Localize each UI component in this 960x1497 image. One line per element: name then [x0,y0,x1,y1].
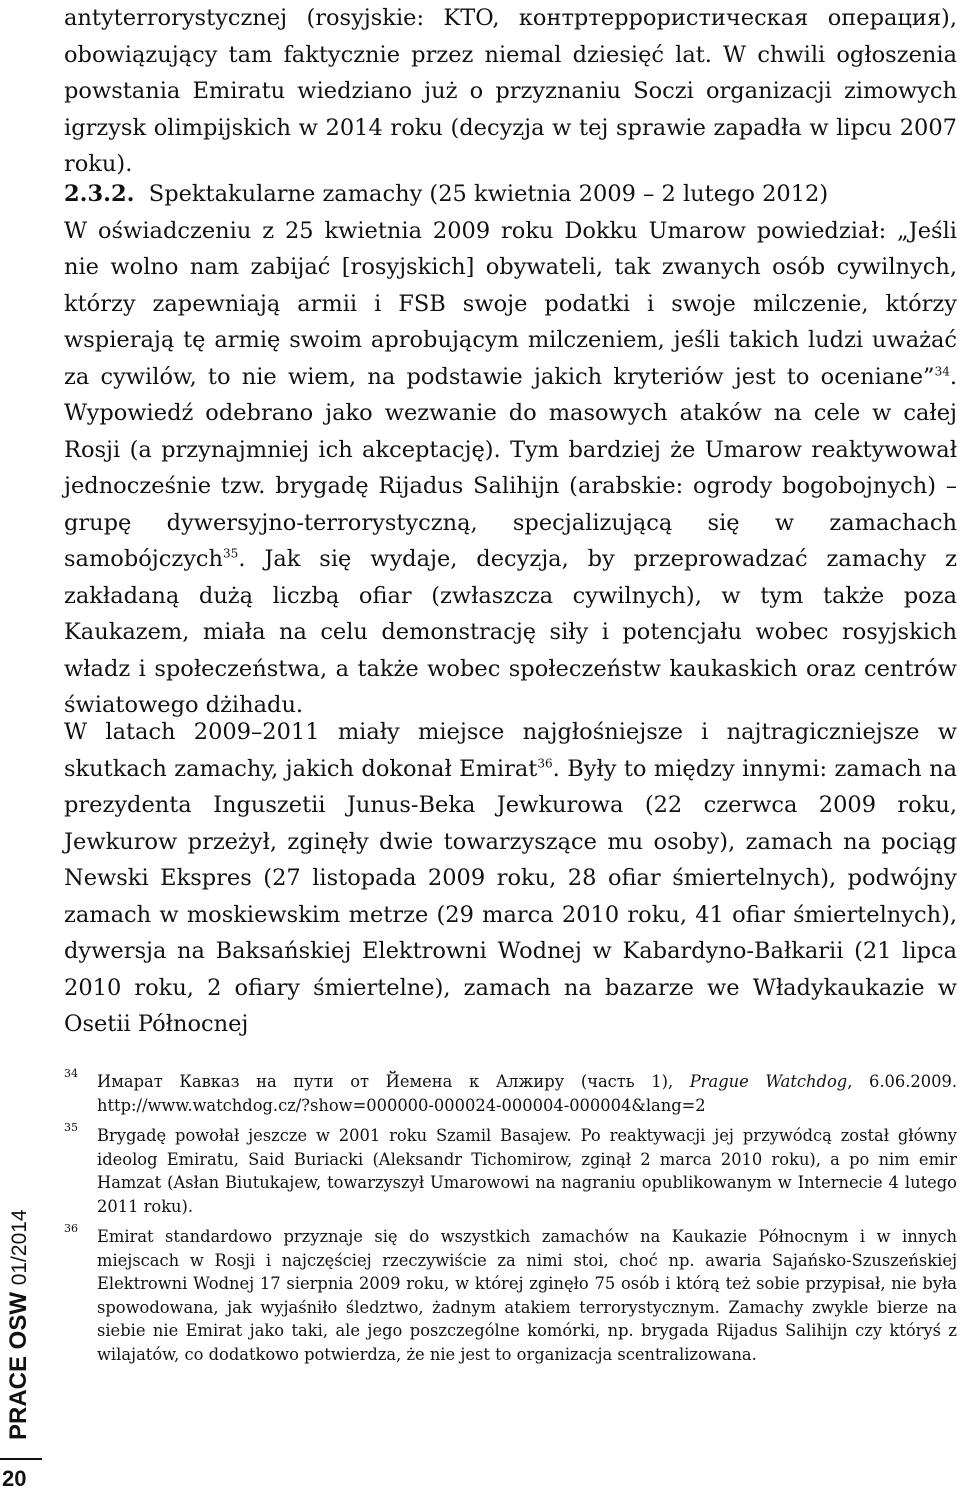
paragraph-text: . Wypowiedź odebrano jako wezwanie do masowych ataków na cele w całej Rosji (a przynajmniej ich akceptację). Tym bardziej że Umarow reaktywował jednocześnie tzw. brygadę Rijadus Salihijn (arabskie: ogrody bogobojnych) – grupę dywersyjno-terrorystyczną, specjalizującą się w zamachach samobójczych [64,363,957,572]
footnote-text: Brygadę powołał jeszcze w 2001 roku Szamil Basajew. Po reaktywacji jej przywódcą został główny ideolog Emiratu, Said Buriacki (Aleksandr Tichomirow, zginął 2 marca 2010 roku), a po nim emir Hamzat (Asłan Biutukajew, towarzyszył Umarowowi na nagraniu opublikowanym w Internecie 4 lutego 2011 roku). [97,1126,957,1216]
section-2-3-2 [64,176,957,724]
paragraph-text: . Były to między innymi: zamach na prezydenta Inguszetii Junus-Beka Jewkurowa (22 czerwca 2009 roku, Jewkurow przeżył, zginęły dwie towarzyszące mu osoby), zamach na pociąg Newski Ekspres (27 listopada 2009 roku, 28 ofiar śmiertelnych), podwójny zamach w moskiewskim metrze (29 marca 2010 roku, 41 ofiar śmiertelnych), dywersja na Baksańskiej Elektrowni Wodnej w Kabardyno-Bałkarii (21 lipca 2010 roku, 2 ofiary śmiertelne), zamach na bazarze we Władykaukazie w Osetii Północnej [64,755,957,1037]
section-paragraph [64,213,957,724]
issue-number: 01/2014 [8,1209,31,1286]
intro-paragraph: antyterrorystycznej (rosyjskie: KTO, контртеррористическая операция), obowiązujący tam faktycznie przez niemal dziesięć lat. W chwili ogłoszenia powstania Emiratu wiedziano już o przyznaniu Soczi organizacji zimowych igrzysk olimpijskich w 2014 roku (decyzja w tej sprawie zapadła w lipcu 2007 roku). [64,5,957,177]
paragraph-text: W latach 2009–2011 miały miejsce najgłośniejsze i najtragiczniejsze w skutkach zamachy, jakich dokonał Emirat [64,719,957,782]
footnote-text: Emirat standardowo przyznaje się do wszystkich zamachów na Kaukazie Północnym i w innych miejscach w Rosji i najczęściej rzeczywiście za nimi stoi, choć np. awaria Sajańsko-Szuszeńskiej Elektrowni Wodnej 17 sierpnia 2009 roku, w której zginęło 75 osób i którą też sobie przypisał, nie była spowodowana, jak wyjaśniło śledztwo, żadnym atakiem terrorystycznym. Zamachy zwykle bierze na siebie nie Emirat jako taki, ale jego poszczególne komórki, np. brygada Rijadus Salihijn czy któryś z wilajatów, co dodatkowo potwierdza, że nie jest to organizacja scentralizowana. [97,1227,957,1364]
footnote-34 [64,1067,958,1117]
page-number-divider [0,1458,42,1460]
paragraph-text: . Jak się wydaje, decyzja, by przeprowadzać zamachy z zakładaną dużą liczbą ofiar (zwłaszcza cywilnych), w tym także poza Kaukazem, miała na celu demonstrację siły i potencjału wobec rosyjskich władz i społeczeństwa, a także wobec społeczeństw kaukaskich oraz centrów światowego dżihadu. [64,546,957,718]
section-number: 2.3.2. [64,181,135,207]
footnote-35 [64,1121,957,1218]
source-title: Prague Watchdog [689,1072,848,1091]
footnote-number: 36 [64,1222,78,1235]
footnote-number: 35 [64,1121,78,1134]
footnote-link[interactable]: , 6.06.2009. http://www.watchdog.cz/?show=000000-000024-000004-000004&lang=2 [97,1072,958,1115]
footnote-ref-34[interactable]: 34 [934,364,950,378]
section-heading [64,176,957,213]
footnote-text: Имарат Кавказ на пути от Йемена к Алжиру (часть 1), [97,1072,690,1091]
publication-sidebar [2,1140,37,1440]
footnote-number: 34 [64,1067,78,1080]
section-title: Spektakularne zamachy (25 kwietnia 2009 – 2 lutego 2012) [148,181,829,207]
footnote-ref-36[interactable]: 36 [537,756,553,770]
footnote-ref-35[interactable]: 35 [223,546,239,561]
attacks-paragraph [64,714,957,1043]
page-number: 20 [2,1466,27,1491]
footnotes [64,1067,958,1373]
footnote-36 [64,1222,957,1366]
series-name: PRACE OSW [5,1291,32,1440]
paragraph-text: W oświadczeniu z 25 kwietnia 2009 roku Dokku Umarow powiedział: „Jeśli nie wolno nam zabijać [rosyjskich] obywateli, tak zwanych osób cywilnych, którzy zapewniają armii i FSB swoje podatki i swoje milczenie, którzy wspierają tę armię swoim aprobującym milczeniem, jeśli takich ludzi uważać za cywilów, to nie wiem, na podstawie jakich kryteriów jest to oceniane” [64,217,957,390]
